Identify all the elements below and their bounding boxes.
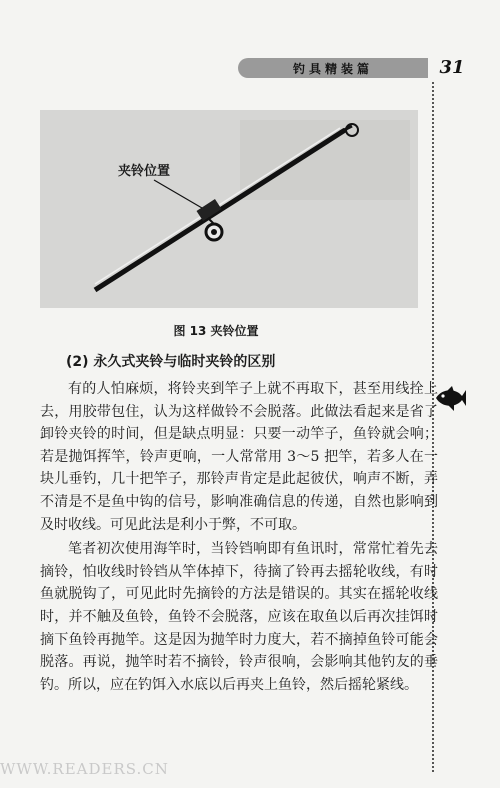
running-header: [238, 58, 428, 78]
running-header-title: 钓具精装篇: [292, 61, 373, 76]
figure-photo: [40, 110, 418, 308]
section-heading: (2) 永久式夹铃与临时夹铃的区别: [66, 354, 276, 370]
paragraph: 笔者初次使用海竿时，当铃铛响即有鱼讯时，常常忙着先去摘铃，怕收线时铃铛从竿体掉下，待摘了铃再去摇轮收线，有时鱼就脱钩了，可见此时先摘铃的方法是错误的。其实在摇轮收线时，并不触及鱼铃，鱼铃不会脱落，应该在取鱼以后再次挂饵时摘下鱼铃再抛竿。这是因为抛竿时力度大，若不摘掉鱼铃可能会脱落。再说，抛竿时若不摘铃，铃声很响，会影响其他钓友的垂钓。所以，应在钓饵入水底以后再夹上鱼铃，然后摇轮紧线。: [40, 541, 438, 693]
page-number: 31: [439, 57, 465, 78]
body-text: [40, 378, 438, 696]
figure-callout-label: 夹铃位置: [118, 164, 171, 179]
figure-caption: 图 13 夹铃位置: [173, 324, 259, 338]
fishing-rod-illustration: [40, 110, 418, 308]
watermark: WWW.READERS.CN: [0, 760, 169, 778]
paragraph: 有的人怕麻烦，将铃夹到竿子上就不再取下，甚至用线拴上去，用胶带包住，认为这样做铃不会脱落。此做法看起来是省了卸铃夹铃的时间，但是缺点明显：只要一动竿子，鱼铃就会响；若是抛饵挥竿，铃声更响，一人常常用 3～5 把竿，若多人在一块儿垂钓，几十把竿子，那铃声肯定是此起彼伏，响声不断，弄不清是不是鱼中钩的信号，影响准确信息的传递，自然也影响到及时收线。可见此法是利小于弊，不可取。: [40, 381, 438, 533]
